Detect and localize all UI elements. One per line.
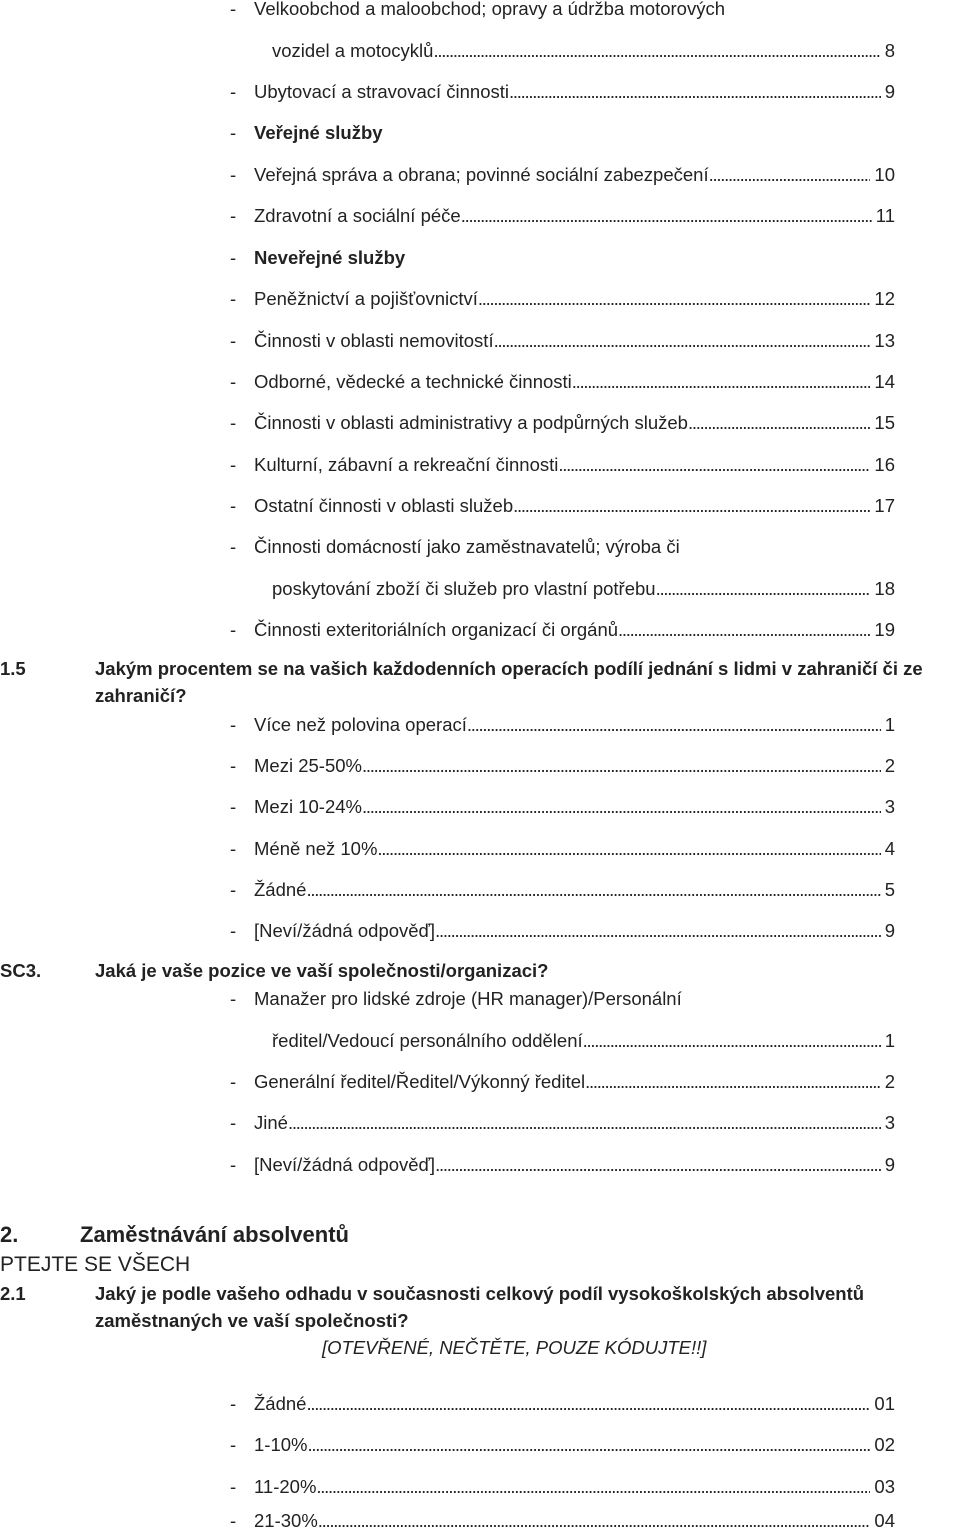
option-label: Veřejná správa a obrana; povinné sociální zabezpečení <box>254 164 709 185</box>
list-item <box>230 369 895 395</box>
option-code: 13 <box>874 330 895 351</box>
option-code: 14 <box>874 371 895 392</box>
option-label: 11-20% <box>254 1476 317 1497</box>
question-number: 1.5 <box>0 658 26 679</box>
list-dash: - <box>230 755 237 776</box>
list-item <box>230 286 895 312</box>
dot-leader <box>307 1432 870 1458</box>
list-dash: - <box>230 247 237 268</box>
question-text: Jakým procentem se na vašich každodenních operacích podílí jednání s lidmi v zahraničí či ze <box>95 658 923 679</box>
list-dash: - <box>230 330 237 351</box>
question-number: SC3. <box>0 960 42 981</box>
group-heading: Neveřejné služby <box>254 247 406 268</box>
option-label: Činnosti v oblasti nemovitostí <box>254 330 494 351</box>
list-dash: - <box>230 164 237 185</box>
list-dash: - <box>230 714 237 735</box>
list-dash: - <box>230 495 237 516</box>
option-code: 03 <box>874 1476 895 1497</box>
option-label: Ostatní činnosti v oblasti služeb <box>254 495 514 516</box>
option-label: ředitel/Vedoucí personálního oddělení <box>272 1030 583 1051</box>
list-item <box>230 245 895 271</box>
option-code: 15 <box>874 412 895 433</box>
option-label: Peněžnictví a pojišťovnictví <box>254 288 478 309</box>
option-label: Více než polovina operací <box>254 714 467 735</box>
option-code: 16 <box>874 454 895 475</box>
question-number: 2.1 <box>0 1283 26 1304</box>
dot-leader <box>461 203 872 229</box>
list-dash: - <box>230 1154 237 1175</box>
list-item <box>230 617 895 643</box>
list-dash: - <box>230 1434 237 1455</box>
option-label: Generální ředitel/Ředitel/Výkonný ředitel <box>254 1071 586 1092</box>
option-label: vozidel a motocyklů <box>272 40 434 61</box>
option-label: Manažer pro lidské zdroje (HR manager)/Personální <box>254 988 682 1009</box>
option-code: 5 <box>884 879 895 900</box>
list-dash: - <box>230 879 237 900</box>
list-dash: - <box>230 1393 237 1414</box>
list-item <box>230 493 895 519</box>
list-dash: - <box>230 1112 237 1133</box>
dot-leader <box>618 617 870 643</box>
dot-leader <box>513 493 870 519</box>
option-label: Činnosti exteritoriálních organizací či orgánů <box>254 619 619 640</box>
option-code: 19 <box>874 619 895 640</box>
option-code: 04 <box>874 1510 895 1531</box>
dot-leader <box>435 918 881 944</box>
list-dash: - <box>230 122 237 143</box>
list-dash: - <box>230 454 237 475</box>
list-item <box>230 0 895 22</box>
question-text: Jaký je podle vašeho odhadu v současnosti celkový podíl vysokoškolských absolventů <box>95 1283 865 1304</box>
answer-option <box>230 1432 895 1458</box>
answer-option <box>230 877 895 903</box>
option-label: Odborné, vědecké a technické činnosti <box>254 371 572 392</box>
dot-leader <box>362 753 881 779</box>
section-number: 2. <box>0 1222 19 1247</box>
list-dash: - <box>230 988 237 1009</box>
list-dash: - <box>230 619 237 640</box>
dot-leader <box>316 1474 870 1500</box>
list-dash: - <box>230 371 237 392</box>
option-code: 2 <box>884 1071 895 1092</box>
option-code: 4 <box>884 838 895 859</box>
dot-leader <box>709 162 871 188</box>
list-item <box>230 534 895 560</box>
list-item <box>230 203 895 229</box>
option-label: [Neví/žádná odpověď] <box>254 1154 436 1175</box>
answer-option <box>230 1474 895 1500</box>
dot-leader <box>585 1069 881 1095</box>
answer-option <box>230 1508 895 1534</box>
option-label: Činnosti v oblasti administrativy a podpůrných služeb <box>254 412 688 433</box>
option-label: Ubytovací a stravovací činnosti <box>254 81 509 102</box>
option-code: 01 <box>874 1393 895 1414</box>
list-item <box>272 576 895 602</box>
option-label: Mezi 25-50% <box>254 755 362 776</box>
option-code: 3 <box>884 1112 895 1133</box>
list-dash: - <box>230 1071 237 1092</box>
option-label: 1-10% <box>254 1434 308 1455</box>
dot-leader <box>572 369 871 395</box>
list-dash: - <box>230 920 237 941</box>
option-code: 9 <box>884 81 895 102</box>
answer-option <box>230 794 895 820</box>
option-label: [Neví/žádná odpověď] <box>254 920 436 941</box>
dot-leader <box>478 286 871 312</box>
option-label: Jiné <box>254 1112 288 1133</box>
option-label: Velkoobchod a maloobchod; opravy a údržba motorových <box>254 0 726 19</box>
dot-leader <box>377 836 880 862</box>
answer-option <box>230 1391 895 1417</box>
option-code: 12 <box>874 288 895 309</box>
option-label: Žádné <box>254 879 307 900</box>
coding-instruction: [OTEVŘENÉ, NEČTĚTE, POUZE KÓDUJTE!!] <box>322 1337 707 1358</box>
dot-leader <box>467 712 881 738</box>
list-item <box>230 120 895 146</box>
dot-leader <box>435 1152 881 1178</box>
option-code: 1 <box>884 1030 895 1051</box>
option-code: 1 <box>884 714 895 735</box>
dot-leader <box>494 328 871 354</box>
list-item <box>230 328 895 354</box>
answer-option <box>230 918 895 944</box>
option-code: 9 <box>884 1154 895 1175</box>
dot-leader <box>688 410 870 436</box>
option-code: 3 <box>884 796 895 817</box>
question-text: Jaká je vaše pozice ve vaší společnosti/organizaci? <box>95 960 549 981</box>
option-code: 02 <box>874 1434 895 1455</box>
option-code: 10 <box>874 164 895 185</box>
list-item <box>230 162 895 188</box>
list-dash: - <box>230 205 237 226</box>
list-dash: - <box>230 1510 237 1531</box>
option-label: poskytování zboží či služeb pro vlastní potřebu <box>272 578 656 599</box>
answer-option <box>230 1152 895 1178</box>
question-text: zahraničí? <box>95 685 187 706</box>
dot-leader <box>306 1391 870 1417</box>
list-dash: - <box>230 1476 237 1497</box>
list-dash: - <box>230 412 237 433</box>
option-label: Zdravotní a sociální péče <box>254 205 461 226</box>
option-label: Kulturní, zábavní a rekreační činnosti <box>254 454 559 475</box>
dot-leader <box>362 794 881 820</box>
answer-option <box>230 1069 895 1095</box>
option-label: 21-30% <box>254 1510 318 1531</box>
dot-leader <box>509 79 881 105</box>
option-code: 18 <box>874 578 895 599</box>
list-item <box>230 452 895 478</box>
question-text: zaměstnaných ve vaší společnosti? <box>95 1310 409 1331</box>
list-dash: - <box>230 288 237 309</box>
option-code: 8 <box>884 40 895 61</box>
section-title: Zaměstnávání absolventů <box>80 1222 349 1247</box>
answer-option <box>230 712 895 738</box>
answer-option <box>230 836 895 862</box>
option-label: Činnosti domácností jako zaměstnavatelů; výroba či <box>254 536 680 557</box>
list-dash: - <box>230 838 237 859</box>
list-item <box>272 38 895 64</box>
list-dash: - <box>230 81 237 102</box>
dot-leader <box>558 452 870 478</box>
dot-leader <box>318 1508 871 1534</box>
answer-option <box>230 753 895 779</box>
list-dash: - <box>230 796 237 817</box>
answer-option <box>230 1110 895 1136</box>
option-code: 2 <box>884 755 895 776</box>
dot-leader <box>433 38 880 64</box>
option-label: Žádné <box>254 1393 307 1414</box>
option-code: 11 <box>875 205 895 226</box>
option-code: 17 <box>874 495 895 516</box>
group-heading: Veřejné služby <box>254 122 383 143</box>
dot-leader <box>288 1110 881 1136</box>
option-label: Méně než 10% <box>254 838 378 859</box>
answer-option <box>272 1028 895 1054</box>
option-code: 9 <box>884 920 895 941</box>
dot-leader <box>656 576 871 602</box>
interviewer-instruction: PTEJTE SE VŠECH <box>0 1253 191 1276</box>
option-label: Mezi 10-24% <box>254 796 362 817</box>
dot-leader <box>306 877 880 903</box>
list-item <box>230 410 895 436</box>
dot-leader <box>583 1028 881 1054</box>
list-dash: - <box>230 536 237 557</box>
list-dash: - <box>230 0 237 19</box>
list-item <box>230 79 895 105</box>
answer-option <box>230 986 895 1012</box>
